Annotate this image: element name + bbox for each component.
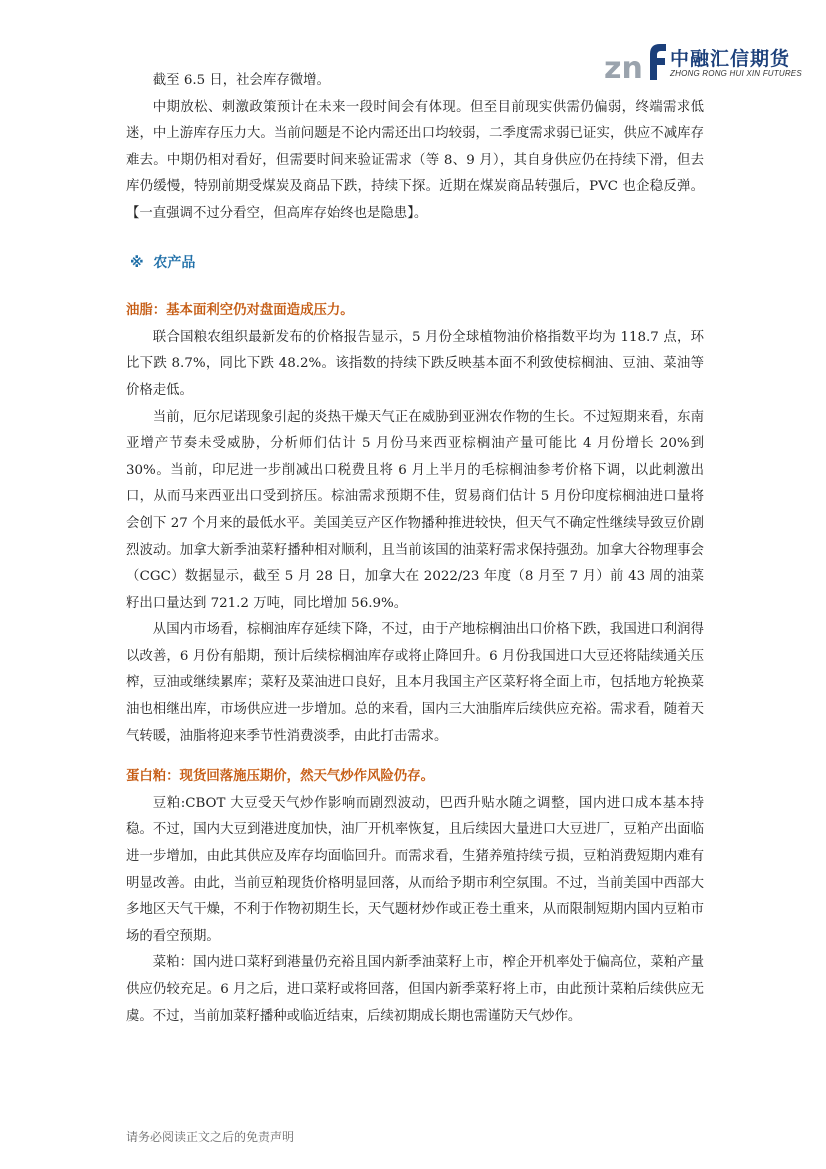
document-body [126, 68, 704, 1030]
reference-mark-icon: ※ [130, 254, 144, 271]
logo-english-name: ZHONG RONG HUI XIN FUTURES [670, 69, 802, 78]
footer-disclaimer: 请务必阅读正文之后的免责声明 [126, 1130, 295, 1144]
svg-text:zn: zn [604, 51, 643, 82]
paragraph-inventory: 截至 6.5 日，社会库存微增。 [152, 73, 330, 88]
oils-paragraph: 从国内市场看，棕榈油库存延续下降，不过，由于产地棕榈油出口价格下跌，我国进口利润得以改善，6 月份有船期，预计后续棕榈油库存或将止降回升。6 月份我国进口大豆还将陆续通关压榨，豆油或继续累库；菜籽及菜油进口良好，且本月我国主产区菜籽将全面上市，包括地方轮换菜油也相继出库，市场供应进一步增加。总的来看，国内三大油脂库后续供应充裕。需求看，随着天气转暖，油脂将迎来季节性消费淡季，由此打击需求。 [126, 622, 704, 744]
oils-heading: 油脂：基本面利空仍对盘面造成压力。 [126, 303, 354, 319]
paragraph-pvc-outlook: 中期放松、刺激政策预计在未来一段时间会有体现。但至目前现实供需仍偏弱，终端需求低迷，中上游库存压力大。当前问题是不论内需还出口均较弱，二季度需求弱已证实，供应不减库存难去。中期仍相对看好，但需要时间来验证需求（等 8、9 月），其自身供应仍在持续下滑，但去库仍缓慢，特别前期受煤炭及商品下跌，持续下探。近期在煤炭商品转强后，PVC 也企稳反弹。【一直强调不过分看空，但高库存始终也是隐患】。 [126, 99, 704, 221]
meal-paragraph: 菜粕：国内进口菜籽到港量仍充裕且国内新季油菜籽上市，榨企开机率处于偏高位，菜粕产量供应仍较充足。6 月之后，进口菜籽或将回落，但国内新季菜籽将上市，由此预计菜粕后续供应无虞。不过，当前加菜籽播种或临近结束，后续初期成长期也需谨防天气炒作。 [126, 955, 704, 1024]
section-title: 农产品 [153, 254, 196, 271]
oils-paragraph: 联合国粮农组织最新发布的价格报告显示，5 月份全球植物油价格指数平均为 118.7 点，环比下跌 8.7%，同比下跌 48.2%。该指数的持续下跌反映基本面不利致使棕榈油、豆油、菜油等价格走低。 [126, 329, 704, 398]
meal-heading: 蛋白粕：现货回落施压期价，然天气炒作风险仍存。 [126, 769, 434, 785]
section-heading-agri [126, 250, 704, 277]
oils-paragraph: 当前，厄尔尼诺现象引起的炎热干燥天气正在威胁到亚洲农作物的生长。不过短期来看，东南亚增产节奏未受威胁，分析师们估计 5 月份马来西亚棕榈油产量可能比 4 月份增长 20%到 30%。当前，印尼进一步削减出口税费且将 6 月上半月的毛棕榈油参考价格下调，以此刺激出口，从而马来西亚出口受到挤压。棕油需求预期不佳，贸易商们估计 5 月份印度棕榈油进口量将会创下 27 个月来的最低水平。美国美豆产区作物播种推进较快，但天气不确定性继续导致豆价剧烈波动。加拿大新季油菜籽播种相对顺利，且当前该国的油菜籽需求保持强劲。加拿大谷物理事会（CGC）数据显示，截至 5 月 28 日，加拿大在 2022/23 年度（8 月至 7 月）前 43 周的油菜籽出口量达到 721.2 万吨，同比增加 56.9%。 [126, 409, 704, 611]
meal-paragraph: 豆粕:CBOT 大豆受天气炒作影响而剧烈波动，巴西升贴水随之调整，国内进口成本基本持稳。不过，国内大豆到港进度加快，油厂开机率恢复，且后续因大量进口大豆进厂，豆粕产出面临进一步增加，由此其供应及库存均面临回升。而需求看，生猪养殖持续亏损，豆粕消费短期内难有明显改善。由此，当前豆粕现货价格明显回落，从而给予期市利空氛围。不过，当前美国中西部大多地区天气干燥，不利于作物初期生长，天气题材炒作或正卷土重来，从而限制短期内国内豆粕市场的看空预期。 [126, 795, 704, 944]
logo-chinese-name: 中融汇信期货 [670, 48, 791, 70]
